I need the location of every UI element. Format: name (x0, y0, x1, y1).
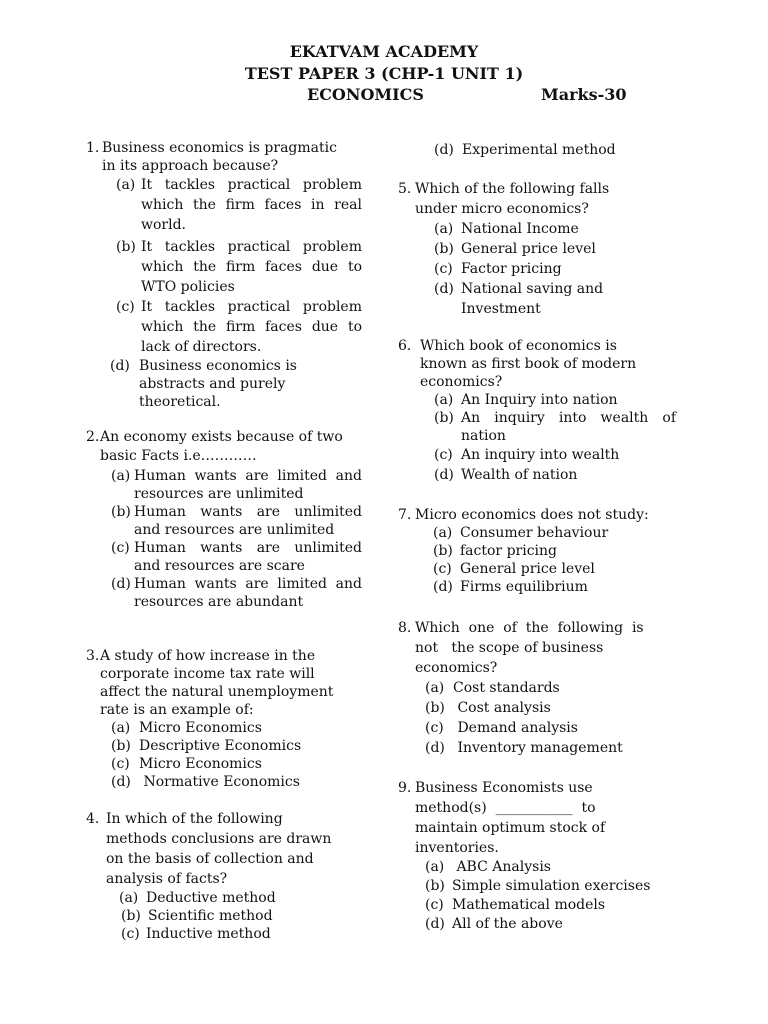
option-b: (b) Scientific method (121, 908, 273, 924)
question-number: 8. (398, 620, 412, 636)
question-8 (398, 618, 676, 758)
option-b: (b) Human wants are unlimited and resources are unlimited (111, 504, 362, 538)
option-b: (b) Simple simulation exercises (425, 878, 651, 894)
question-text: Micro economics does not study: (415, 507, 649, 523)
option-d: (d) Firms equilibrium (433, 579, 588, 595)
option-d: (d) Business economics is abstracts and purely theoretical. (110, 358, 297, 410)
option-c: (c) An inquiry into wealth (434, 447, 620, 463)
school-name: EKATVAM ACADEMY (289, 42, 479, 61)
question-number: 4. (86, 811, 100, 827)
question-text: Business Economists use method(s) ___________ to maintain optimum stock of inventories. (415, 780, 606, 856)
option-d: (d) Normative Economics (111, 774, 300, 790)
subject-title: ECONOMICS (307, 85, 424, 104)
left-column (86, 139, 362, 943)
question-text: Which book of economics is known as first book of modern economics? (420, 338, 637, 390)
option-c: (c) Micro Economics (111, 756, 262, 772)
question-9 (398, 778, 676, 934)
option-a: (a) An Inquiry into nation (434, 392, 618, 408)
question-number: 3. (86, 648, 100, 664)
option-c: (c) General price level (433, 561, 595, 577)
question-1 (86, 139, 362, 411)
option-a: (a) National Income (434, 221, 579, 237)
option-c: (c) Human wants are unlimited and resources are scare (111, 540, 362, 574)
option-b: (b) An inquiry into wealth of nation (434, 410, 676, 444)
option-a: (a) Deductive method (119, 890, 276, 906)
option-a: (a) Human wants are limited and resources are unlimited (111, 468, 362, 502)
question-text: A study of how increase in the corporate income tax rate will affect the natural unemployment rate is an example of: (100, 648, 334, 718)
option-d: (d) National saving and Investment (434, 281, 604, 317)
question-2 (86, 428, 362, 611)
question-text: Which one of the following is not the scope of business economics? (415, 620, 644, 676)
option-d: (d) Wealth of nation (434, 467, 578, 483)
question-number: 2. (86, 429, 100, 445)
question-text: Business economics is pragmatic in its approach because? (102, 140, 337, 174)
question-number: 5. (398, 181, 412, 197)
option-d: (d) All of the above (425, 916, 563, 932)
option-c: (c) Inductive method (121, 926, 271, 942)
question-4 (86, 809, 362, 943)
option-b: (b) It tackles practical problem which the firm faces due to WTO policies (116, 239, 362, 295)
option-b: (b) General price level (434, 241, 596, 257)
paper-title: TEST PAPER 3 (CHP-1 UNIT 1) (244, 64, 524, 83)
option-c: (c) Demand analysis (425, 720, 578, 736)
option-b: (b) Cost analysis (425, 700, 551, 716)
option-a: (a) Consumer behaviour (433, 525, 609, 541)
option-b: (b) factor pricing (433, 543, 557, 559)
option-d: (d) Human wants are limited and resources are abundant (111, 576, 362, 610)
question-text: In which of the following methods conclusions are drawn on the basis of collection and analysis of facts? (106, 811, 332, 887)
question-text: An economy exists because of two basic Facts i.e………… (100, 429, 343, 464)
question-7 (398, 506, 676, 596)
question-6 (398, 337, 676, 484)
question-number: 6. (398, 338, 412, 354)
option-a: (a) It tackles practical problem which the firm faces in real world. (116, 177, 362, 233)
marks-label: Marks-30 (541, 85, 627, 104)
option-a: (a) Cost standards (425, 680, 560, 696)
option-a: (a) ABC Analysis (425, 859, 551, 875)
option-b: (b) Descriptive Economics (111, 738, 302, 754)
question-number: 7. (398, 507, 412, 523)
question-5 (398, 179, 676, 319)
option-c: (c) Mathematical models (425, 897, 606, 913)
option-a: (a) Micro Economics (111, 720, 262, 736)
question-4-option-d: (d) Experimental method (434, 142, 616, 158)
option-d: (d) Inventory management (425, 740, 623, 756)
option-c: (c) It tackles practical problem which the firm faces due to lack of directors. (116, 299, 362, 355)
question-number: 1. (86, 140, 100, 156)
question-number: 9. (398, 780, 412, 796)
question-text: Which of the following falls under micro economics? (415, 181, 610, 217)
question-3 (86, 647, 362, 791)
right-column (398, 141, 676, 934)
option-c: (c) Factor pricing (434, 261, 562, 277)
